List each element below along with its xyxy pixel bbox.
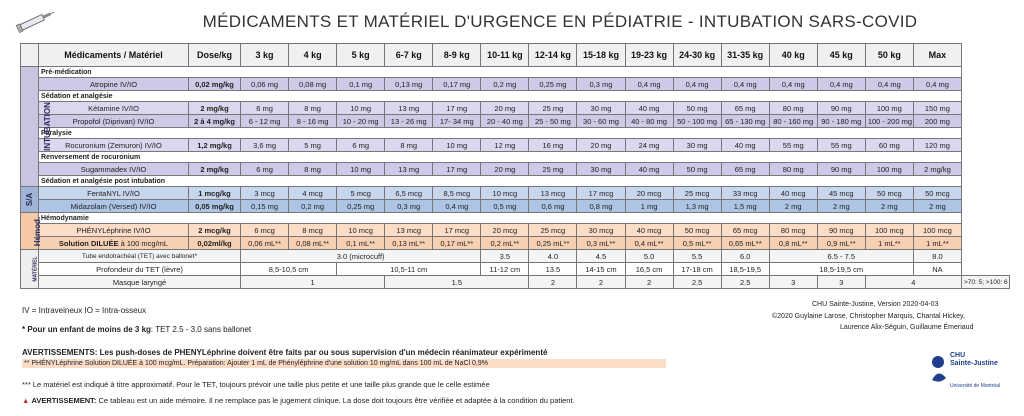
section-row (21, 128, 1010, 139)
sugammadex-cell: 80 mg (769, 163, 817, 176)
phenyl-cell: 8 mcg (289, 224, 337, 237)
ketamine-cell: 10 mg (337, 102, 385, 115)
midazolam-cell: 1 mg (625, 200, 673, 213)
header-name: Médicaments / Matériel (39, 44, 189, 67)
sugammadex-name: Sugammadex IV/IO (39, 163, 189, 176)
atropine-cell: 0,4 mg (721, 78, 769, 91)
sugammadex-cell: 30 mg (577, 163, 625, 176)
ketamine-cell: 30 mg (577, 102, 625, 115)
solution-cell: 0,1 mL** (337, 237, 385, 250)
fentanyl-cell: 50 mcg (865, 187, 913, 200)
phenyl-cell: 65 mcg (721, 224, 769, 237)
phenyl-cell: 100 mcg (913, 224, 961, 237)
warning-icon: ▲ (22, 396, 30, 405)
phenyl-cell: 13 mcg (385, 224, 433, 237)
sugammadex-cell: 8 mg (289, 163, 337, 176)
rocuronium-cell: 55 mg (817, 139, 865, 152)
ketamine-cell: 65 mg (721, 102, 769, 115)
table-row (21, 115, 1010, 128)
fentanyl-cell: 40 mcg (769, 187, 817, 200)
rocuronium-cell: 5 mg (289, 139, 337, 152)
ketamine-cell: 25 mg (529, 102, 577, 115)
fentanyl-cell: 25 mcg (673, 187, 721, 200)
ketamine-dose: 2 mg/kg (189, 102, 241, 115)
solution-cell: 1 mL** (913, 237, 961, 250)
atropine-cell: 0,1 mg (337, 78, 385, 91)
propofol-cell: 65 - 130 mg (721, 115, 769, 128)
rocuronium-cell: 6 mg (337, 139, 385, 152)
solution-cell: 0,17 mL** (433, 237, 481, 250)
atropine-name: Atropine IV/IO (39, 78, 189, 91)
atropine-cell: 0,2 mg (481, 78, 529, 91)
propofol-cell: 90 - 180 mg (817, 115, 865, 128)
fentanyl-cell: 45 mcg (817, 187, 865, 200)
ketamine-cell: 100 mg (865, 102, 913, 115)
header-row (21, 44, 1010, 67)
solution-cell: 0,25 mL** (529, 237, 577, 250)
phenyl-cell: 25 mcg (529, 224, 577, 237)
sugammadex-cell: 17 mg (433, 163, 481, 176)
profondeur-max: NA (913, 263, 961, 276)
tet-cell: 4.5 (577, 250, 625, 263)
header-corner (21, 44, 39, 67)
solution-cell: 1 mL** (865, 237, 913, 250)
page-title: MÉDICAMENTS ET MATÉRIEL D'URGENCE EN PÉDIATRIE - INTUBATION SARS-COVID (202, 12, 918, 31)
ketamine-cell: 50 mg (673, 102, 721, 115)
header-weight: 45 kg (817, 44, 865, 67)
tet-cell: 4.0 (529, 250, 577, 263)
rocuronium-cell: 40 mg (721, 139, 769, 152)
masque-cell: 2 (529, 276, 577, 289)
ketamine-cell: 8 mg (289, 102, 337, 115)
sugammadex-cell: 50 mg (673, 163, 721, 176)
masque-cell: 2 (625, 276, 673, 289)
header-weight: Max (913, 44, 961, 67)
propofol-cell: 80 - 160 mg (769, 115, 817, 128)
atropine-cell: 0,4 mg (865, 78, 913, 91)
side-label-sa: S/A (21, 187, 39, 213)
header-dose: Dose/kg (189, 44, 241, 67)
ketamine-cell: 6 mg (241, 102, 289, 115)
table-row (21, 237, 1010, 250)
phenyl-dose: 2 mcg/kg (189, 224, 241, 237)
midazolam-cell: 0,3 mg (385, 200, 433, 213)
tet-cell: 5.0 (625, 250, 673, 263)
atropine-cell: 0,4 mg (913, 78, 961, 91)
section-row (21, 213, 1010, 224)
masque-cell: 3 (817, 276, 865, 289)
header-weight: 12-14 kg (529, 44, 577, 67)
rocuronium-cell: 20 mg (577, 139, 625, 152)
ketamine-cell: 20 mg (481, 102, 529, 115)
header-weight: 19-23 kg (625, 44, 673, 67)
side-label-hemo: Hémod. (21, 213, 39, 250)
midazolam-cell: 1,5 mg (721, 200, 769, 213)
propofol-cell: 50 - 100 mg (673, 115, 721, 128)
midazolam-cell: 0,6 mg (529, 200, 577, 213)
warning-materiel: *** Le matériel est indiqué à titre approximatif. Pour le TET, toujours prévoir une taille plus petite et une taille plus grande que le celle estimée (22, 380, 490, 389)
rocuronium-cell: 55 mg (769, 139, 817, 152)
fentanyl-name: FentaNYL IV/IO (39, 187, 189, 200)
atropine-cell: 0,3 mg (577, 78, 625, 91)
rocuronium-cell: 8 mg (385, 139, 433, 152)
phenyl-cell: 80 mcg (769, 224, 817, 237)
atropine-dose: 0,02 mg/kg (189, 78, 241, 91)
solution-cell: 0,2 mL** (481, 237, 529, 250)
midazolam-cell: 2 mg (913, 200, 961, 213)
rocuronium-cell: 60 mg (865, 139, 913, 152)
profondeur-a: 8,5-10,5 cm (241, 263, 337, 276)
authors-text: Laurence Alix-Séguin, Guillaume Émeriaud (840, 324, 974, 331)
fentanyl-cell: 20 mcg (625, 187, 673, 200)
header-weight: 5 kg (337, 44, 385, 67)
ketamine-cell: 17 mg (433, 102, 481, 115)
table-row (21, 139, 1010, 152)
masque-a: 1 (241, 276, 385, 289)
sugammadex-cell: 2 mg/kg (913, 163, 961, 176)
table-row (21, 78, 1010, 91)
atropine-cell: 0,25 mg (529, 78, 577, 91)
fentanyl-cell: 33 mcg (721, 187, 769, 200)
solution-cell: 0,4 mL** (625, 237, 673, 250)
propofol-cell: 13 - 26 mg (385, 115, 433, 128)
abbrev-legend: IV = Intraveineux IO = Intra-osseux (22, 306, 147, 315)
rocuronium-cell: 30 mg (673, 139, 721, 152)
sugammadex-cell: 13 mg (385, 163, 433, 176)
midazolam-cell: 0,25 mg (337, 200, 385, 213)
ketamine-cell: 90 mg (817, 102, 865, 115)
masque-name: Masque laryngé (39, 276, 241, 289)
profondeur-cell: 13.5 (529, 263, 577, 276)
fentanyl-cell: 4 mcg (289, 187, 337, 200)
fentanyl-cell: 17 mcg (577, 187, 625, 200)
phenyl-cell: 17 mcg (433, 224, 481, 237)
atropine-cell: 0,06 mg (241, 78, 289, 91)
midazolam-cell: 2 mg (817, 200, 865, 213)
propofol-cell: 30 - 60 mg (577, 115, 625, 128)
fentanyl-cell: 13 mcg (529, 187, 577, 200)
midazolam-cell: 1,3 mg (673, 200, 721, 213)
table-row (21, 163, 1010, 176)
masque-b: 1.5 (385, 276, 529, 289)
midazolam-cell: 0,8 mg (577, 200, 625, 213)
atropine-cell: 0,08 mg (289, 78, 337, 91)
table-row-profondeur (21, 263, 1010, 276)
version-text: CHU Sainte-Justine, Version 2020-04-03 (812, 301, 939, 308)
sugammadex-cell: 20 mg (481, 163, 529, 176)
solution-name: Solution DILUÉE à 100 mcg/mL (39, 237, 189, 250)
profondeur-cell: 11-12 cm (481, 263, 529, 276)
section-renversement: Renversement de rocuronium (39, 152, 962, 163)
ketamine-cell: 40 mg (625, 102, 673, 115)
profondeur-b: 10,5-11 cm (337, 263, 481, 276)
ketamine-cell: 80 mg (769, 102, 817, 115)
header-weight: 50 kg (865, 44, 913, 67)
rocuronium-cell: 10 mg (433, 139, 481, 152)
phenyl-cell: 100 mcg (865, 224, 913, 237)
atropine-cell: 0,4 mg (817, 78, 865, 91)
propofol-cell: 10 - 20 mg (337, 115, 385, 128)
rocuronium-cell: 3,6 mg (241, 139, 289, 152)
table-row (21, 102, 1010, 115)
solution-cell: 0,9 mL** (817, 237, 865, 250)
fentanyl-cell: 5 mcg (337, 187, 385, 200)
header-weight: 40 kg (769, 44, 817, 67)
propofol-cell: 40 - 80 mg (625, 115, 673, 128)
midazolam-cell: 0,5 mg (481, 200, 529, 213)
profondeur-c: 18,5-19,5 cm (769, 263, 913, 276)
header-weight: 3 kg (241, 44, 289, 67)
logo-text: CHU Sainte-Justine Université de Montréal (950, 352, 1001, 389)
tet-cell: 3.5 (481, 250, 529, 263)
rocuronium-cell: 12 mg (481, 139, 529, 152)
tet-max: 8.0 (913, 250, 961, 263)
tet-cell: 6.0 (721, 250, 769, 263)
rocuronium-cell: 24 mg (625, 139, 673, 152)
phenyl-cell: 20 mcg (481, 224, 529, 237)
propofol-cell: 8 - 16 mg (289, 115, 337, 128)
masque-c: 4 (865, 276, 961, 289)
phenyl-name: PHÉNYLéphrine IV/IO (39, 224, 189, 237)
rocuronium-name: Rocuronium (Zemuron) IV/IO (39, 139, 189, 152)
atropine-cell: 0,4 mg (625, 78, 673, 91)
tet-span-small: 3.0 (microcuff) (241, 250, 481, 263)
header-weight: 15-18 kg (577, 44, 625, 67)
warning-dilution: ** PHÉNYLéphrine Solution DILUÉE à 100 mcg/mL. Préparation: Ajouter 1 mL de Phényléphrine d'une solution 10 mg/mL dans 100 mL de NaCl 0,9% (22, 359, 666, 368)
sugammadex-cell: 40 mg (625, 163, 673, 176)
table-row-masque (21, 276, 1010, 289)
atropine-cell: 0,4 mg (769, 78, 817, 91)
profondeur-cell: 14-15 cm (577, 263, 625, 276)
fentanyl-dose: 1 mcg/kg (189, 187, 241, 200)
solution-cell: 0,65 mL** (721, 237, 769, 250)
section-hemo: Hémodynamie (39, 213, 962, 224)
section-post: Sédation et analgésie post intubation (39, 176, 962, 187)
section-row (21, 176, 1010, 187)
ketamine-cell: 13 mg (385, 102, 433, 115)
masque-cell: 2 (577, 276, 625, 289)
sugammadex-cell: 90 mg (817, 163, 865, 176)
profondeur-cell: 17-18 cm (673, 263, 721, 276)
masque-cell: 2.5 (673, 276, 721, 289)
atropine-cell: 0,4 mg (673, 78, 721, 91)
solution-cell: 0,5 mL** (673, 237, 721, 250)
phenyl-cell: 40 mcg (625, 224, 673, 237)
side-label-materiel: MATÉRIEL (21, 250, 39, 289)
profondeur-cell: 18,5-19,5 (721, 263, 769, 276)
propofol-cell: 100 - 200 mg (865, 115, 913, 128)
section-paralysie: Paralysie (39, 128, 962, 139)
rocuronium-cell: 16 mg (529, 139, 577, 152)
header-weight: 8-9 kg (433, 44, 481, 67)
midazolam-cell: 0,2 mg (289, 200, 337, 213)
fentanyl-cell: 6,5 mcg (385, 187, 433, 200)
table-row (21, 200, 1010, 213)
profondeur-name: Profondeur du TET (lèvre) (39, 263, 241, 276)
midazolam-cell: 2 mg (865, 200, 913, 213)
masque-cell: 3 (769, 276, 817, 289)
solution-cell: 0,08 mL** (289, 237, 337, 250)
sugammadex-cell: 10 mg (337, 163, 385, 176)
section-row (21, 67, 1010, 78)
sugammadex-cell: 6 mg (241, 163, 289, 176)
midazolam-cell: 0,15 mg (241, 200, 289, 213)
ketamine-name: Kétamine IV/IO (39, 102, 189, 115)
fentanyl-cell: 8,5 mcg (433, 187, 481, 200)
propofol-name: Propofol (Diprivan) IV/IO (39, 115, 189, 128)
tet-name: Tube endotrachéal (TET) avec ballonet* (39, 250, 241, 263)
tet-note: * Pour un enfant de moins de 3 kg: TET 2.5 - 3.0 sans ballonet (22, 325, 252, 334)
header-weight: 4 kg (289, 44, 337, 67)
side-label-intubation: INTUBATION (21, 67, 39, 187)
table-row (21, 224, 1010, 237)
section-row (21, 152, 1010, 163)
header-weight: 24-30 kg (673, 44, 721, 67)
warning-aide-memoire: ▲ AVERTISSEMENT: Ce tableau est un aide mémoire. Il ne remplace pas le jugement clinique. La dose doit toujours être vérifiée et adaptée à la condition du patient. (22, 396, 575, 405)
phenyl-cell: 90 mcg (817, 224, 865, 237)
midazolam-name: Midazolam (Versed) IV/IO (39, 200, 189, 213)
solution-cell: 0,3 mL** (577, 237, 625, 250)
warning-phenyl: AVERTISSEMENTS: Les push-doses de PHENYLéphrine doivent être faits par ou sous supervision d'un médecin réanimateur expérimenté (22, 348, 548, 357)
rocuronium-cell: 120 mg (913, 139, 961, 152)
sugammadex-cell: 25 mg (529, 163, 577, 176)
profondeur-cell: 16,5 cm (625, 263, 673, 276)
syringe-icon (14, 6, 56, 36)
fentanyl-cell: 3 mcg (241, 187, 289, 200)
rocuronium-dose: 1,2 mg/kg (189, 139, 241, 152)
section-sedation: Sédation et analgésie (39, 91, 962, 102)
fentanyl-cell: 10 mcg (481, 187, 529, 200)
propofol-cell: 25 - 50 mg (529, 115, 577, 128)
sugammadex-cell: 100 mg (865, 163, 913, 176)
solution-dose: 0,02ml/kg (189, 237, 241, 250)
phenyl-cell: 50 mcg (673, 224, 721, 237)
midazolam-dose: 0,05 mg/kg (189, 200, 241, 213)
section-premed: Pré-médication (39, 67, 962, 78)
solution-cell: 0,06 mL** (241, 237, 289, 250)
header-weight: 10-11 kg (481, 44, 529, 67)
copyright-text: ©2020 Guylaine Larose, Christopher Marquis, Chantal Hickey, (772, 313, 965, 320)
table-row-tet (21, 250, 1010, 263)
header-weight: 31-35 kg (721, 44, 769, 67)
fentanyl-cell: 50 mcg (913, 187, 961, 200)
atropine-cell: 0,17 mg (433, 78, 481, 91)
midazolam-cell: 2 mg (769, 200, 817, 213)
sugammadex-dose: 2 mg/kg (189, 163, 241, 176)
section-row (21, 91, 1010, 102)
tet-cell: 5.5 (673, 250, 721, 263)
propofol-cell: 20 - 40 mg (481, 115, 529, 128)
phenyl-cell: 30 mcg (577, 224, 625, 237)
propofol-dose: 2 à 4 mg/kg (189, 115, 241, 128)
sugammadex-cell: 65 mg (721, 163, 769, 176)
phenyl-cell: 10 mcg (337, 224, 385, 237)
dosage-table (20, 43, 1010, 289)
propofol-cell: 17- 34 mg (433, 115, 481, 128)
propofol-cell: 6 - 12 mg (241, 115, 289, 128)
phenyl-cell: 6 mcg (241, 224, 289, 237)
masque-cell: 2.5 (721, 276, 769, 289)
table-row (21, 187, 1010, 200)
propofol-cell: 200 mg (913, 115, 961, 128)
ketamine-cell: 150 mg (913, 102, 961, 115)
atropine-cell: 0,13 mg (385, 78, 433, 91)
midazolam-cell: 0,4 mg (433, 200, 481, 213)
tet-span-large: 6.5 - 7.5 (769, 250, 913, 263)
solution-cell: 0,13 mL** (385, 237, 433, 250)
header-weight: 6-7 kg (385, 44, 433, 67)
masque-max: >70: 5; >100: 6 (961, 276, 1009, 289)
solution-cell: 0,8 mL** (769, 237, 817, 250)
